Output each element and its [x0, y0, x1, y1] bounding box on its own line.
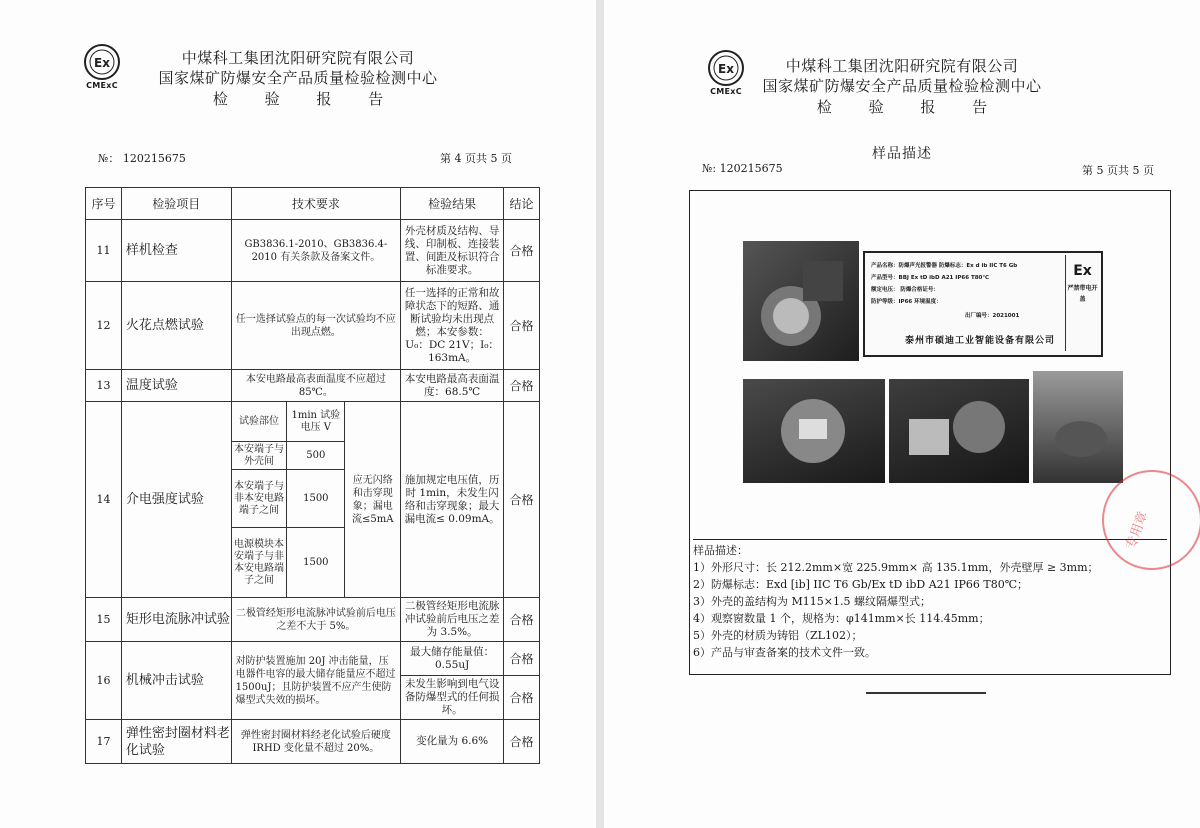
sub-voltage: 500: [287, 442, 345, 470]
page-gutter: [596, 0, 604, 828]
table-row: [86, 370, 540, 402]
col-result: 检验结果: [401, 188, 504, 220]
row-item: 弹性密封圈材料老化试验: [121, 720, 231, 764]
col-conclusion: 结论: [504, 188, 540, 220]
row-requirement: GB3836.1-2010、GB3836.4-2010 有关条款及备案文件。: [231, 220, 401, 282]
inspection-table: [85, 187, 540, 764]
logo-caption: CMExC: [710, 87, 742, 96]
report-number: №： 120215675: [98, 152, 186, 165]
report-page-4: [0, 0, 596, 828]
table-row: [86, 402, 540, 442]
row-item: 机械冲击试验: [121, 642, 231, 720]
sample-photos: [743, 241, 1123, 541]
row-no: 14: [86, 402, 122, 598]
photo-device-side: [743, 241, 859, 361]
doc-type: 检 验 报 告: [816, 98, 1004, 116]
row-conclusion: 合格: [504, 220, 540, 282]
sub-voltage: 1500: [287, 528, 345, 598]
row-conclusion: 合格: [504, 282, 540, 370]
sample-description: [693, 539, 1167, 661]
terminal-photo-icon: [743, 379, 885, 483]
col-no: 序号: [86, 188, 122, 220]
logo-caption: CMExC: [86, 81, 118, 90]
table-header-row: [86, 188, 540, 220]
row-conclusion: 合格: [504, 598, 540, 642]
row-result: 二极管经矩形电流脉冲试验前后电压之差为 3.5%。: [401, 598, 504, 642]
section-title: 样品描述: [872, 146, 932, 162]
col-item: 检验项目: [121, 188, 231, 220]
sub-header-voltage: 1min 试验电压 V: [287, 402, 345, 442]
row-requirement: 应无闪络和击穿现象；漏电流≤5mA: [345, 402, 401, 598]
plate-line-1: 产品名称：防爆声光报警器 防爆标志：Ex d ib IIC T6 Gb: [871, 263, 1018, 269]
report-header: [604, 56, 1200, 118]
sub-position: 本安端子与非本安电路端子之间: [231, 470, 287, 528]
photo-connector: [889, 379, 1029, 483]
plate-line-4: 防护等级：IP66 环境温度：: [871, 299, 942, 305]
photo-terminal-box: [743, 379, 885, 483]
desc-line-4: 4）观察窗数量 1 个，规格为：φ141mm×长 114.45mm；: [693, 612, 990, 625]
table-row: [86, 642, 540, 676]
page-info: 第 5 页共 5 页: [1082, 164, 1154, 177]
row-result: 任一选择的正常和故障状态下的短路、通断试验均未出现点燃；本安参数：U₀：DC 21V；I₀：163mA。: [401, 282, 504, 370]
warning-text: 严禁带电开盖: [1067, 285, 1098, 303]
desc-line-1: 1）外形尺寸：长 212.2mm×宽 225.9mm× 高 135.1mm，外壳壁厚 ≥ 3mm；: [693, 561, 1099, 574]
svg-text:专用章: 专用章: [1123, 509, 1152, 552]
desc-title: 样品描述：: [693, 544, 748, 557]
ex-mark: Ex: [1073, 263, 1092, 279]
row-conclusion: 合格: [504, 720, 540, 764]
center-name: 国家煤矿防爆安全产品质量检验检测中心: [762, 77, 1042, 95]
table-row: [86, 720, 540, 764]
device-photo-icon: [743, 241, 859, 361]
row-item: 介电强度试验: [121, 402, 231, 598]
svg-text:Ex: Ex: [94, 56, 110, 70]
signature-line: [866, 692, 986, 694]
table-row: [86, 220, 540, 282]
doc-type: 检 验 报 告: [212, 90, 400, 108]
sealing-photo-icon: [1033, 371, 1123, 483]
nameplate: [863, 251, 1103, 357]
row-no: 17: [86, 720, 122, 764]
report-number: №: 120215675: [702, 162, 783, 175]
row-no: 15: [86, 598, 122, 642]
row-result: 施加规定电压值，历时 1min，未发生闪络和击穿现象；最大漏电流≤ 0.09mA。: [401, 402, 504, 598]
row-result: 本安电路最高表面温度：68.5℃: [401, 370, 504, 402]
row-result-a: 最大储存能量值：0.55uJ: [401, 642, 504, 676]
row-conclusion-a: 合格: [504, 642, 540, 676]
row-no: 13: [86, 370, 122, 402]
row-conclusion-b: 合格: [504, 676, 540, 720]
report-header: [0, 48, 596, 110]
plate-company: 泰州市硕迪工业智能设备有限公司: [905, 336, 1056, 346]
row-item: 火花点燃试验: [121, 282, 231, 370]
seal-icon: [1104, 472, 1200, 568]
photo-sealing: [1033, 371, 1123, 483]
row-no: 12: [86, 282, 122, 370]
row-conclusion: 合格: [504, 402, 540, 598]
report-page-5: [604, 0, 1200, 828]
center-name: 国家煤矿防爆安全产品质量检验检测中心: [158, 69, 438, 87]
plate-line-3: 额定电压： 防爆合格证号：: [871, 287, 939, 293]
row-requirement: 任一选择试验点的每一次试验均不应出现点燃。: [231, 282, 401, 370]
plate-line-2: 产品型号：BBJ Ex tD ibD A21 IP66 T80℃: [871, 275, 990, 281]
sub-position: 电源模块本安端子与非本安电路端子之间: [231, 528, 287, 598]
company-name: 中煤科工集团沈阳研究院有限公司: [785, 57, 1019, 75]
plate-side-panel: [1065, 255, 1099, 351]
row-no: 11: [86, 220, 122, 282]
desc-line-2: 2）防爆标志：Exd [ib] IIC T6 Gb/Ex tD ibD A21 IP66 T80℃；: [693, 578, 1029, 591]
row-result: 变化量为 6.6%: [401, 720, 504, 764]
desc-line-6: 6）产品与审查备案的技术文件一致。: [693, 646, 876, 659]
red-seal-stamp: [1102, 470, 1200, 570]
row-no: 16: [86, 642, 122, 720]
row-requirement: 对防护装置施加 20J 冲击能量，压电器件电容的最大储存能量应不超过 1500uJ；且防护装置不应产生使防爆型式失效的损坏。: [231, 642, 401, 720]
row-item: 矩形电流脉冲试验: [121, 598, 231, 642]
sample-frame: [689, 190, 1171, 675]
sub-header-position: 试验部位: [231, 402, 287, 442]
row-requirement: 弹性密封圈材料经老化试验后硬度 IRHD 变化量不超过 20%。: [231, 720, 401, 764]
row-requirement: 本安电路最高表面温度不应超过85℃。: [231, 370, 401, 402]
company-name: 中煤科工集团沈阳研究院有限公司: [181, 49, 415, 67]
row-result-b: 未发生影响到电气设备防爆型式的任何损坏。: [401, 676, 504, 720]
connector-photo-icon: [889, 379, 1029, 483]
row-requirement: 二极管经矩形电流脉冲试验前后电压之差不大于 5%。: [231, 598, 401, 642]
row-item: 温度试验: [121, 370, 231, 402]
plate-line-5: 出厂编号：2021001: [965, 313, 1020, 319]
col-requirement: 技术要求: [231, 188, 401, 220]
sub-voltage: 1500: [287, 470, 345, 528]
page-info: 第 4 页共 5 页: [440, 152, 512, 165]
row-conclusion: 合格: [504, 370, 540, 402]
svg-text:Ex: Ex: [718, 62, 734, 76]
desc-line-3: 3）外壳的盖结构为 M115×1.5 螺纹隔爆型式；: [693, 595, 931, 608]
row-item: 样机检查: [121, 220, 231, 282]
table-row: [86, 598, 540, 642]
table-row: [86, 282, 540, 370]
desc-line-5: 5）外壳的材质为铸铝（ZL102）；: [693, 629, 863, 642]
row-result: 外壳材质及结构、导线、印制板、连接装置、间距及标识符合标准要求。: [401, 220, 504, 282]
sub-position: 本安端子与外壳间: [231, 442, 287, 470]
